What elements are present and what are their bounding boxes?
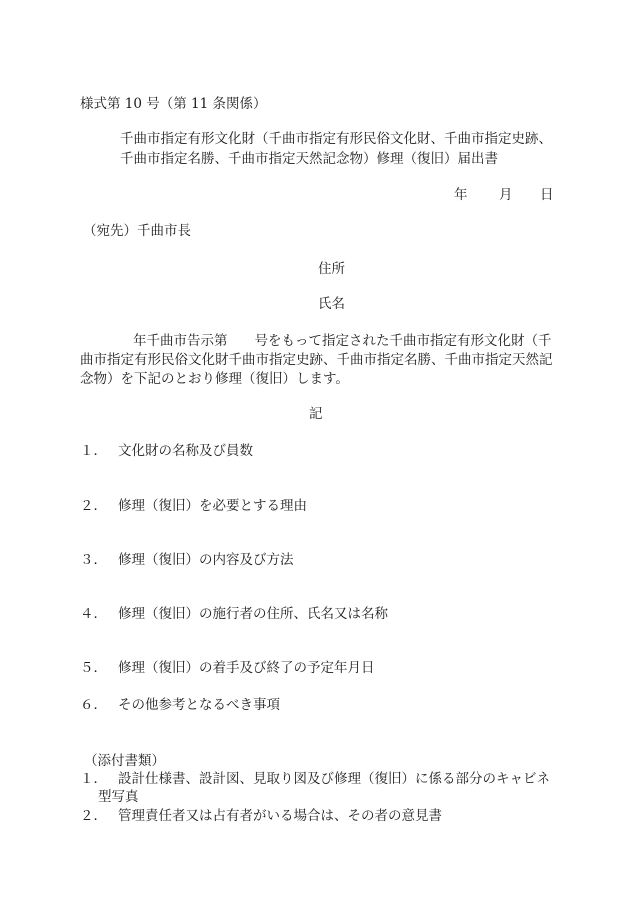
list-item-number: ６． — [80, 697, 107, 713]
attachment-item — [80, 806, 442, 826]
month-label: 月 — [499, 187, 513, 203]
list-item-text: 修理（復旧）の着手及び終了の予定年月日 — [118, 660, 375, 676]
list-item-number: １． — [80, 443, 107, 459]
document-title-line-2: 千曲市指定名勝、千曲市指定天然記念物）修理（復旧）届出書 — [120, 151, 498, 167]
body-text-line-3: 念物）を下記のとおり修理（復旧）します。 — [80, 371, 349, 387]
list-item-number: ３． — [80, 552, 107, 568]
body-text-line-1: 年千曲市告示第 号をもって指定された千曲市指定有形文化財（千 — [133, 333, 552, 349]
attachment-text: 設計仕様書、設計図、見取り図及び修理（復旧）に係る部分のキャビネ — [118, 771, 550, 787]
day-label: 日 — [540, 187, 554, 203]
list-item-text: 修理（復旧）の内容及び方法 — [118, 552, 294, 568]
form-number: 様式第 10 号（第 11 条関係） — [80, 96, 267, 112]
list-item-text: 修理（復旧）の施行者の住所、氏名又は名称 — [118, 606, 388, 622]
list-item — [80, 658, 375, 678]
list-item-number: ５． — [80, 660, 107, 676]
date-line — [454, 185, 554, 205]
attachment-text: 管理責任者又は占有者がいる場合は、その者の意見書 — [118, 808, 442, 824]
list-item — [80, 604, 388, 624]
list-item-number: ２． — [80, 498, 107, 514]
address-label: 住所 — [318, 261, 345, 277]
body-text-line-2: 曲市指定有形民俗文化財千曲市指定史跡、千曲市指定名勝、千曲市指定天然記 — [80, 352, 553, 368]
list-item-text: 修理（復旧）を必要とする理由 — [118, 498, 307, 514]
list-item-text: 文化財の名称及び員数 — [118, 443, 253, 459]
list-item — [80, 441, 253, 461]
document-title-line-1: 千曲市指定有形文化財（千曲市指定有形民俗文化財、千曲市指定史跡、 — [120, 131, 552, 147]
attachment-continuation: 型写真 — [98, 789, 139, 805]
name-label: 氏名 — [318, 296, 345, 312]
addressee: （宛先）千曲市長 — [83, 223, 191, 239]
year-label: 年 — [454, 187, 468, 203]
list-item — [80, 695, 280, 715]
list-item-number: ４． — [80, 606, 107, 622]
attachment-item — [80, 769, 550, 789]
list-item — [80, 550, 294, 570]
ki-heading: 記 — [309, 406, 323, 422]
attachment-number: ２． — [80, 808, 107, 824]
attachments-heading: （添付書類） — [84, 753, 165, 769]
list-item-text: その他参考となるべき事項 — [118, 697, 280, 713]
attachment-number: １． — [80, 771, 107, 787]
list-item — [80, 496, 307, 516]
